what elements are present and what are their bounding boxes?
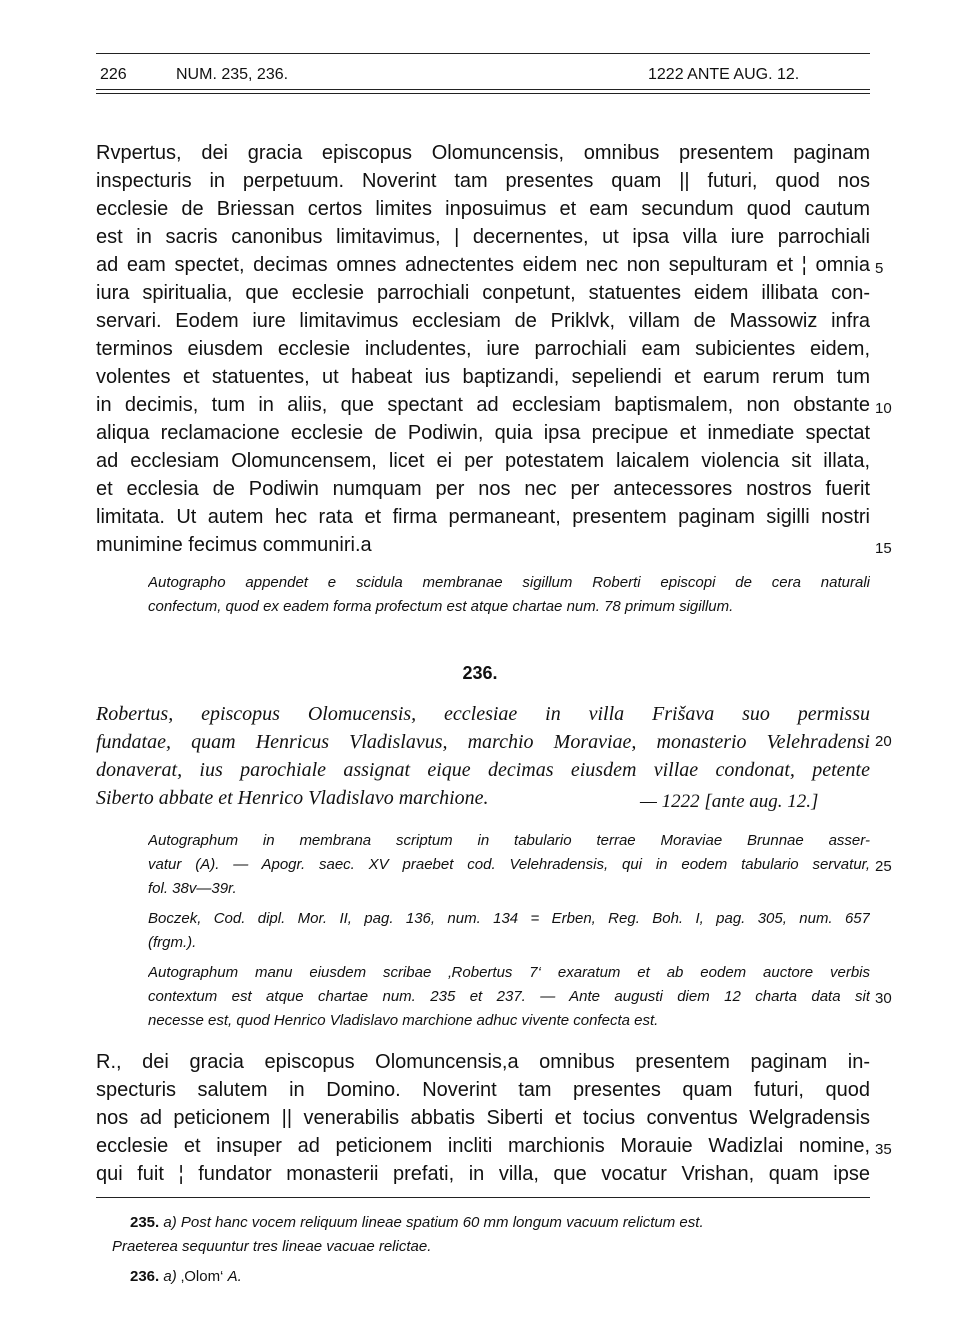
text-line: ecclesie de Briessan certos limites inposuimus et eam secundum quod cautum	[96, 198, 870, 220]
source-note-line: fol. 38v—39r.	[148, 880, 237, 897]
header-doc-numbers: NUM. 235, 236.	[176, 66, 289, 83]
text-line: iura spiritualia, que ecclesie parrochiali conpetunt, statuentes eidem illibata con-	[96, 282, 870, 304]
text-line: inspecturis in perpetuum. Noverint tam presentes quam || futuri, quod nos	[96, 170, 870, 192]
text-line: volentes et statuentes, ut habeat ius baptizandi, sepeliendi et earum rerum tum	[96, 366, 870, 388]
text-line: R., dei gracia episcopus Olomuncensis,a omnibus presentem paginam in-	[96, 1051, 870, 1073]
source-note-line: vatur (A). — Apogr. saec. XV praebet cod. Velehradensis, qui in eodem tabulario servatur,	[148, 856, 870, 873]
footnote-mark: a)	[163, 1214, 177, 1231]
line-number: 15	[875, 540, 892, 557]
line-number: 25	[875, 858, 892, 875]
commentary-note-line: Autographum manu eiusdem scribae ‚Robertus 7‘ exaratum et ab eodem auctore verbis	[148, 964, 870, 981]
text-line: ad ecclesiam Olomuncensem, licet ei per potestatem laicalem violencia sit illata,	[96, 450, 870, 472]
line-number: 30	[875, 990, 892, 1007]
text-line: est in sacris canonibus limitavimus, | decernentes, ut ipsa villa iure parrochiali	[96, 226, 870, 248]
text-line: qui fuit ¦ fundator monasterii prefati, in villa, que vocatur Vrishan, quam ipse	[96, 1163, 870, 1185]
footnote-rule	[96, 1197, 870, 1198]
regest-line: Robertus, episcopus Olomucensis, ecclesiae in villa Frišava suo permissu	[96, 703, 870, 725]
text-line: aliqua reclamacione ecclesie de Podiwin, quia ipsa precipue et inmediate spectat	[96, 422, 870, 444]
edition-note-line: Boczek, Cod. dipl. Mor. II, pag. 136, num. 134 = Erben, Reg. Boh. I, pag. 305, num. 657	[148, 910, 870, 927]
line-number: 20	[875, 733, 892, 750]
commentary-note-line: necesse est, quod Henrico Vladislavo marchione adhuc vivente confecta est.	[148, 1012, 659, 1029]
footnote-235-cont	[112, 1236, 872, 1258]
regest-line: fundatae, quam Henricus Vladislavus, marchio Moraviae, monasterio Velehradensi	[96, 731, 870, 753]
source-note-line: Autographum in membrana scriptum in tabulario terrae Moraviae Brunnae asser-	[148, 832, 870, 849]
text-line: et ecclesia de Podiwin numquam per nos nec per antecessores nostros fuerit	[96, 478, 870, 500]
line-number: 10	[875, 400, 892, 417]
text-line: limitata. Ut autem hec rata et firma permaneant, presentem paginam sigilli nostri	[96, 506, 870, 528]
page-number: 226	[100, 66, 127, 83]
text-line: in decimis, tum in aliis, que spectant ad ecclesiam baptismalem, non obstante	[96, 394, 870, 416]
seal-note-line: Autographo appendet e scidula membranae sigillum Roberti episcopi de cera naturali	[148, 574, 870, 591]
document-number: 236.	[462, 663, 498, 683]
footnote-text: ‚Olom‘	[180, 1268, 224, 1285]
footnote-text: Post hanc vocem reliquum lineae spatium 60 mm longum vacuum relictum est.	[180, 1214, 704, 1231]
footnote-label: 236.	[130, 1268, 160, 1285]
line-number: 5	[875, 260, 884, 277]
regest-line: donaverat, ius parochiale assignat eique decimas eiusdem villae condonat, petente	[96, 759, 870, 781]
text-line: ecclesie et insuper ad peticionem incliti marchionis Morauie Wadizlai nomine,	[96, 1135, 870, 1157]
text-line: nos ad peticionem || venerabilis abbatis Siberti et tocius conventus Welgradensis	[96, 1107, 870, 1129]
text-line: Rvpertus, dei gracia episcopus Olomuncensis, omnibus presentem paginam	[96, 142, 870, 164]
text-line: specturis salutem in Domino. Noverint tam presentes quam futuri, quod	[96, 1079, 870, 1101]
text-line: terminos eiusdem ecclesie includentes, iure parrochiali eam subicientes eidem,	[96, 338, 870, 360]
regest-date: — 1222 [ante aug. 12.]	[640, 791, 819, 812]
line-number: 35	[875, 1141, 892, 1158]
footnote-mark: a)	[163, 1268, 177, 1285]
header-bottom-rule	[96, 89, 870, 90]
header-bottom-rule-thin	[96, 93, 870, 94]
commentary-note-line: contextum est atque chartae num. 235 et 237. — Ante augusti diem 12 charta data sit	[148, 988, 870, 1005]
text-line: servari. Eodem iure limitavimus ecclesiam de Priklvk, villam de Massowiz infra	[96, 310, 870, 332]
footnote-label: 235.	[130, 1214, 160, 1231]
footnote-siglum: A.	[227, 1268, 242, 1285]
seal-note-line: confectum, quod ex eadem forma profectum est atque chartae num. 78 primum sigillum.	[148, 598, 734, 615]
footnote-236	[130, 1266, 890, 1288]
header-date: 1222 ANTE AUG. 12.	[648, 66, 800, 83]
header-top-rule	[96, 53, 870, 54]
footnote-text: Praeterea sequuntur tres lineae vacuae relictae.	[112, 1238, 432, 1255]
regest-line: Siberto abbate et Henrico Vladislavo marchione.	[96, 787, 489, 809]
footnote-235	[130, 1212, 870, 1234]
edition-note-line: (frgm.).	[148, 934, 197, 951]
text-line: ad eam spectet, decimas omnes adnectentes eidem nec non sepulturam et ¦ omnia	[96, 254, 870, 276]
text-line-last: munimine fecimus communiri.a	[96, 534, 372, 556]
